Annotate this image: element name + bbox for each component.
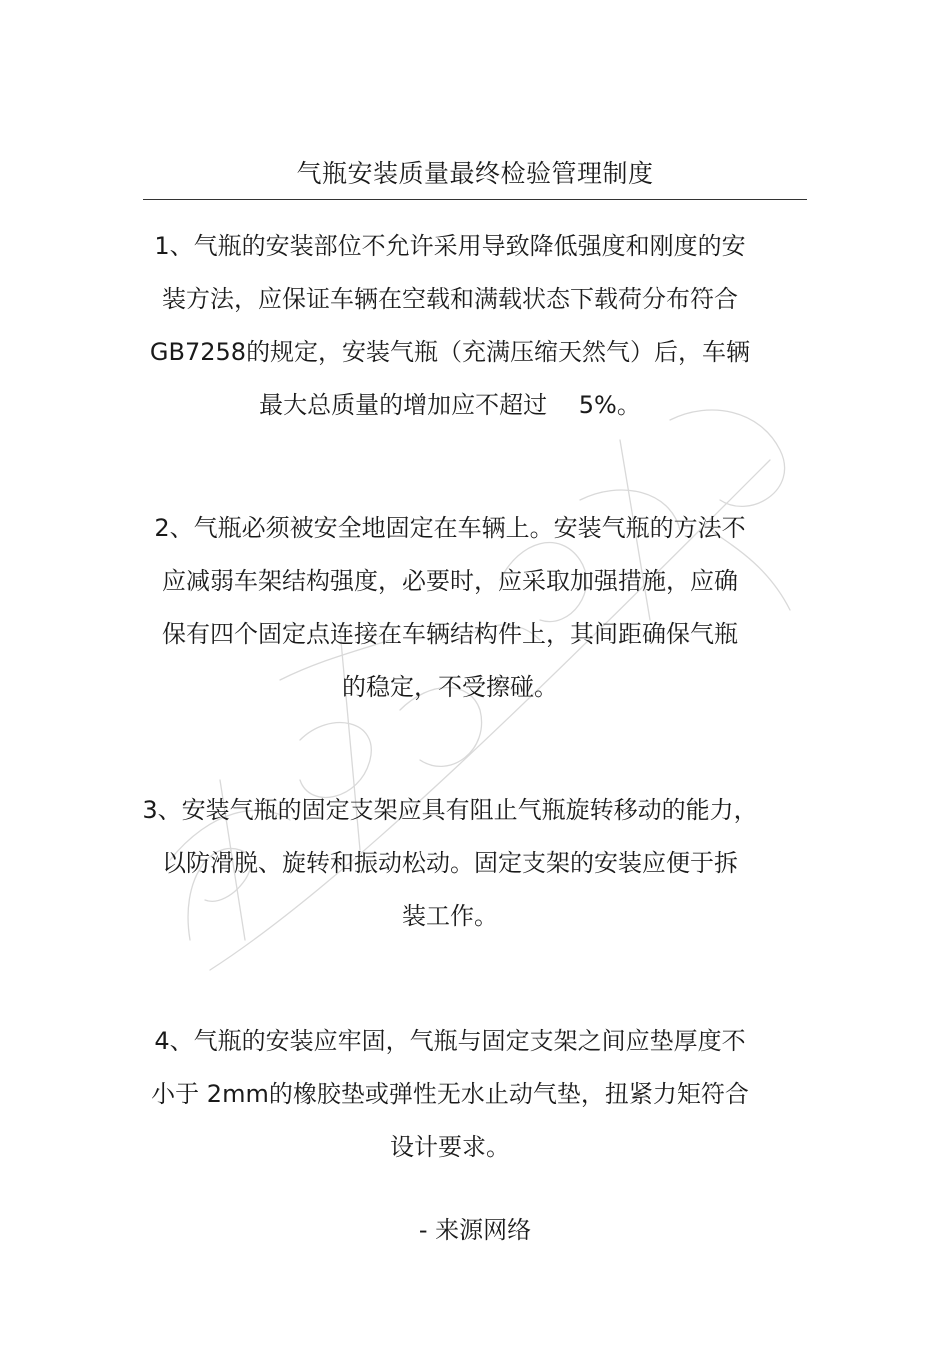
paragraph-line: 应减弱车架结构强度，必要时，应采取加强措施，应确 xyxy=(162,567,738,595)
paragraph-line: 以防滑脱、旋转和振动松动。固定支架的安装应便于拆 xyxy=(162,849,738,877)
paragraph-line: 的稳定，不受擦碰。 xyxy=(342,673,558,701)
paragraph-1 xyxy=(140,220,760,432)
paragraph-2 xyxy=(140,502,760,714)
paragraph-3 xyxy=(140,784,760,943)
paragraph-line: 保有四个固定点连接在车辆结构件上，其间距确保气瓶 xyxy=(162,620,738,648)
paragraph-line: 装工作。 xyxy=(402,902,498,930)
paragraph-line: 4、气瓶的安装应牢固，气瓶与固定支架之间应垫厚度不 xyxy=(154,1027,746,1055)
paragraph-line: 1、气瓶的安装部位不允许采用导致降低强度和刚度的安 xyxy=(154,232,746,260)
paragraph-line: 最大总质量的增加应不超过 5%。 xyxy=(259,391,641,419)
paragraph-line: 3、安装气瓶的固定支架应具有阻止气瓶旋转移动的能力， xyxy=(142,796,758,824)
title-underline xyxy=(143,199,807,200)
paragraph-4 xyxy=(140,1015,760,1174)
paragraph-line: 设计要求。 xyxy=(390,1133,510,1161)
paragraph-line: 2、气瓶必须被安全地固定在车辆上。安装气瓶的方法不 xyxy=(154,514,746,542)
paragraph-line: 装方法，应保证车辆在空载和满载状态下载荷分布符合 xyxy=(162,285,738,313)
source-note: - 来源网络 xyxy=(418,1216,532,1244)
paragraph-line: 小于 2mm的橡胶垫或弹性无水止动气垫，扭紧力矩符合 xyxy=(151,1080,749,1108)
document-title: 气瓶安装质量最终检验管理制度 xyxy=(296,159,654,188)
paragraph-line: GB7258的规定，安装气瓶（充满压缩天然气）后，车辆 xyxy=(149,338,751,366)
